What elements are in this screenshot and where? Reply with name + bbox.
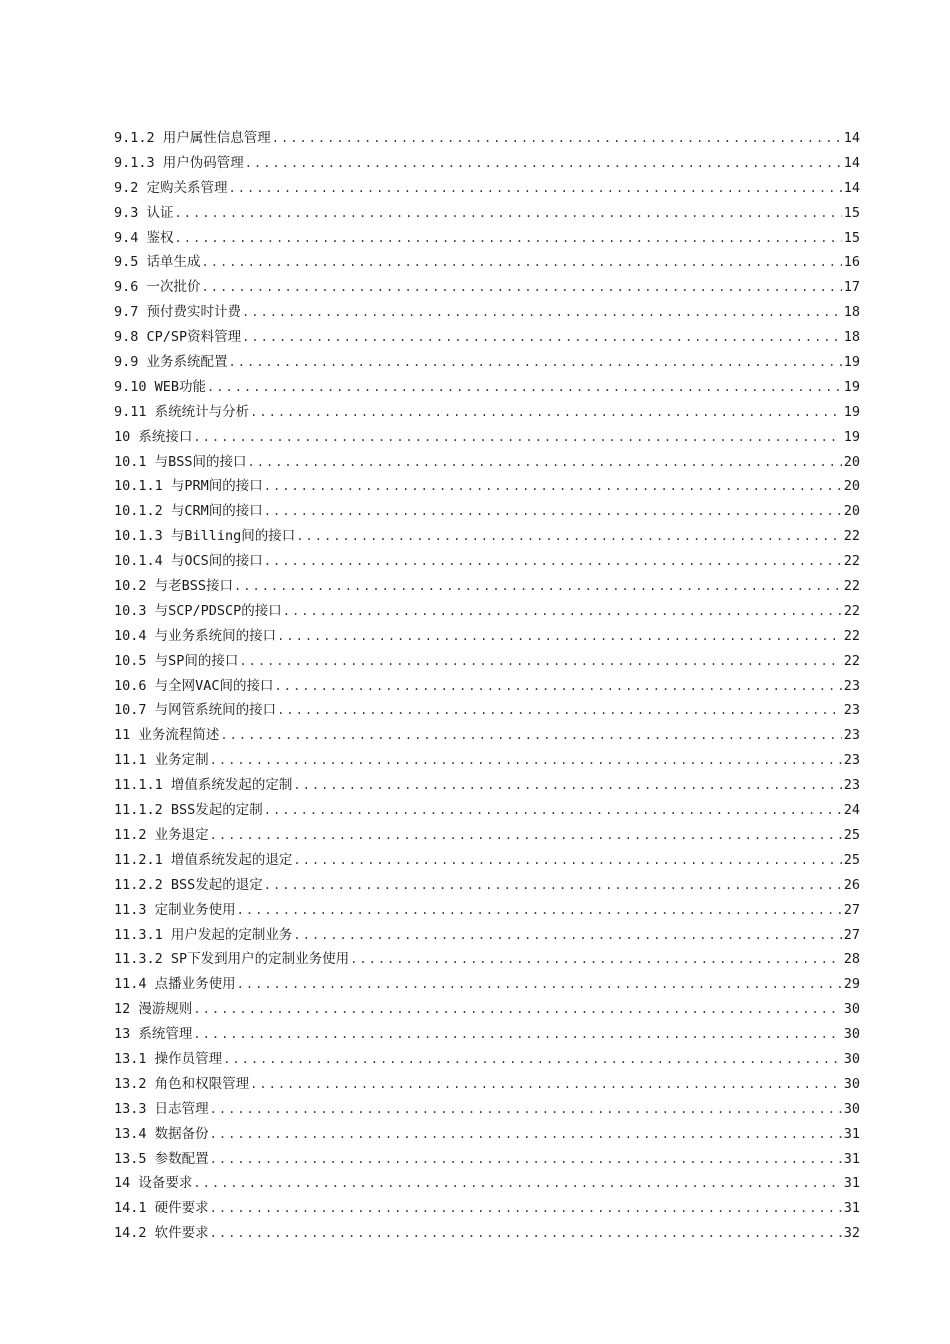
toc-entry[interactable]: [114, 1171, 860, 1196]
toc-entry[interactable]: [114, 1097, 860, 1122]
toc-entry-title[interactable]: 11.4 点播业务使用: [114, 976, 236, 993]
toc-entry-page-number[interactable]: 23: [843, 752, 860, 769]
toc-dot-leader: [207, 380, 842, 394]
toc-entry[interactable]: [114, 873, 860, 898]
toc-entry-page-number[interactable]: 23: [843, 702, 860, 719]
toc-entry-page-number[interactable]: 30: [843, 1100, 860, 1117]
toc-entry-page-number[interactable]: 32: [843, 1225, 860, 1242]
toc-entry-page-number[interactable]: 30: [843, 1001, 860, 1018]
toc-entry[interactable]: [114, 1147, 860, 1172]
toc-entry[interactable]: [114, 798, 860, 823]
toc-entry-page-number[interactable]: 30: [843, 1050, 860, 1067]
toc-entry-title[interactable]: 9.1.2 用户属性信息管理: [114, 130, 271, 146]
toc-entry-title[interactable]: 11 业务流程简述: [114, 727, 220, 744]
toc-entry-title[interactable]: 10.7 与网管系统间的接口: [114, 702, 277, 719]
toc-entry-title[interactable]: 14.1 硬件要求: [114, 1200, 209, 1217]
toc-entry[interactable]: [114, 325, 860, 350]
toc-entry-title[interactable]: 11.1.2 BSS发起的定制: [114, 802, 263, 819]
toc-entry-title[interactable]: 11.1 业务定制: [114, 752, 209, 769]
toc-entry-page-number[interactable]: 20: [843, 453, 860, 470]
toc-entry[interactable]: [114, 275, 860, 300]
toc-entry[interactable]: [114, 674, 860, 699]
toc-entry[interactable]: [114, 649, 860, 674]
toc-dot-leader: [250, 1077, 842, 1091]
toc-dot-leader: [264, 504, 842, 518]
toc-dot-leader: [239, 654, 841, 668]
toc-entry[interactable]: [114, 499, 860, 524]
toc-entry-title[interactable]: 9.3 认证: [114, 204, 174, 221]
toc-entry-title[interactable]: 10.5 与SP间的接口: [114, 652, 239, 669]
toc-dot-leader: [202, 255, 842, 269]
toc-entry[interactable]: [114, 350, 860, 375]
toc-dot-leader: [245, 156, 842, 170]
toc-dot-leader: [175, 206, 842, 220]
toc-entry-page-number[interactable]: 22: [843, 602, 860, 619]
toc-entry-title[interactable]: 14 设备要求: [114, 1175, 193, 1192]
toc-entry[interactable]: [114, 947, 860, 972]
toc-entry-page-number[interactable]: 16: [843, 254, 860, 271]
toc-entry-title[interactable]: 9.7 预付费实时计费: [114, 304, 242, 321]
toc-entry-page-number[interactable]: 23: [843, 727, 860, 744]
toc-entry-title[interactable]: 10.1.2 与CRM间的接口: [114, 503, 263, 520]
toc-entry-title[interactable]: 10.1.1 与PRM间的接口: [114, 478, 263, 495]
toc-entry[interactable]: [114, 848, 860, 873]
toc-entry[interactable]: [114, 599, 860, 624]
toc-entry-page-number[interactable]: 31: [843, 1150, 860, 1167]
toc-dot-leader: [264, 878, 842, 892]
toc-entry-title[interactable]: 11.2.1 增值系统发起的退定: [114, 851, 293, 868]
toc-dot-leader: [237, 903, 842, 917]
toc-dot-leader: [272, 131, 842, 145]
toc-dot-leader: [350, 952, 842, 966]
toc-entry[interactable]: [114, 400, 860, 425]
toc-entry[interactable]: [114, 549, 860, 574]
toc-entry-title[interactable]: 11.2.2 BSS发起的退定: [114, 876, 263, 893]
toc-entry-title[interactable]: 9.1.3 用户伪码管理: [114, 154, 244, 171]
toc-dot-leader: [210, 1102, 842, 1116]
toc-dot-leader: [193, 1027, 841, 1041]
toc-dot-leader: [293, 928, 841, 942]
toc-entry-page-number[interactable]: 27: [843, 901, 860, 918]
toc-entry-title[interactable]: 10.1.4 与OCS间的接口: [114, 553, 263, 570]
toc-entry-page-number[interactable]: 28: [843, 951, 860, 968]
toc-entry[interactable]: [114, 1122, 860, 1147]
toc-entry-title[interactable]: 13.2 角色和权限管理: [114, 1075, 250, 1092]
toc-entry-page-number[interactable]: 22: [843, 528, 860, 545]
toc-entry-page-number[interactable]: 19: [843, 354, 860, 371]
toc-entry-title[interactable]: 13 系统管理: [114, 1026, 193, 1043]
toc-entry-title[interactable]: 9.6 一次批价: [114, 279, 201, 296]
toc-entry[interactable]: [114, 151, 860, 176]
toc-entry[interactable]: [114, 524, 860, 549]
toc-dot-leader: [277, 703, 842, 717]
toc-entry-page-number[interactable]: 25: [843, 851, 860, 868]
toc-entry[interactable]: [114, 176, 860, 201]
toc-entry-page-number[interactable]: 22: [843, 652, 860, 669]
toc-entry[interactable]: [114, 201, 860, 226]
toc-dot-leader: [234, 579, 842, 593]
toc-dot-leader: [193, 1176, 841, 1190]
toc-entry-title[interactable]: 14.2 软件要求: [114, 1225, 209, 1242]
toc-entry-title[interactable]: 13.1 操作员管理: [114, 1050, 223, 1067]
toc-entry[interactable]: [114, 425, 860, 450]
toc-entry-page-number[interactable]: 19: [843, 378, 860, 395]
toc-dot-leader: [220, 728, 841, 742]
toc-entry[interactable]: [114, 1072, 860, 1097]
toc-entry-title[interactable]: 11.3.1 用户发起的定制业务: [114, 926, 293, 943]
toc-entry-page-number[interactable]: 30: [843, 1026, 860, 1043]
toc-dot-leader: [283, 604, 842, 618]
toc-dot-leader: [210, 828, 842, 842]
toc-entry[interactable]: [114, 1047, 860, 1072]
toc-entry[interactable]: [114, 923, 860, 948]
toc-dot-leader: [223, 1052, 842, 1066]
toc-dot-leader: [250, 405, 842, 419]
toc-entry[interactable]: [114, 972, 860, 997]
toc-entry[interactable]: [114, 1221, 860, 1246]
toc-entry-title[interactable]: 9.2 定购关系管理: [114, 179, 228, 196]
toc-dot-leader: [242, 305, 842, 319]
toc-entry-page-number[interactable]: 19: [843, 403, 860, 420]
toc-entry-page-number[interactable]: 17: [843, 279, 860, 296]
toc-dot-leader: [242, 330, 842, 344]
toc-entry-title[interactable]: 9.11 系统统计与分析: [114, 403, 250, 420]
toc-entry-page-number[interactable]: 14: [843, 130, 860, 146]
toc-entry-title[interactable]: 12 漫游规则: [114, 1001, 193, 1018]
toc-dot-leader: [296, 529, 841, 543]
toc-dot-leader: [193, 430, 841, 444]
toc-entry-title[interactable]: 13.3 日志管理: [114, 1100, 209, 1117]
toc-entry[interactable]: [114, 997, 860, 1022]
table-of-contents: [114, 126, 860, 1246]
toc-entry-title[interactable]: 10.2 与老BSS接口: [114, 578, 234, 595]
toc-entry-title[interactable]: 9.10 WEB功能: [114, 378, 207, 395]
toc-entry[interactable]: [114, 1022, 860, 1047]
toc-entry-page-number[interactable]: 15: [843, 204, 860, 221]
toc-entry-title[interactable]: 11.1.1 增值系统发起的定制: [114, 777, 293, 794]
toc-dot-leader: [193, 1002, 841, 1016]
toc-dot-leader: [275, 679, 842, 693]
toc-entry-page-number[interactable]: 25: [843, 826, 860, 843]
toc-entry[interactable]: [114, 574, 860, 599]
toc-dot-leader: [277, 629, 842, 643]
toc-entry-title[interactable]: 10 系统接口: [114, 428, 193, 445]
toc-entry-page-number[interactable]: 18: [843, 304, 860, 321]
toc-entry-title[interactable]: 13.5 参数配置: [114, 1150, 209, 1167]
toc-entry-page-number[interactable]: 30: [843, 1075, 860, 1092]
toc-dot-leader: [175, 231, 842, 245]
toc-dot-leader: [210, 1201, 842, 1215]
toc-entry[interactable]: [114, 375, 860, 400]
toc-entry-page-number[interactable]: 15: [843, 229, 860, 246]
toc-entry-page-number[interactable]: 19: [843, 428, 860, 445]
toc-dot-leader: [264, 479, 842, 493]
toc-entry-title[interactable]: 11.2 业务退定: [114, 826, 209, 843]
toc-entry[interactable]: [114, 1196, 860, 1221]
toc-entry-page-number[interactable]: 26: [843, 876, 860, 893]
toc-entry-page-number[interactable]: 31: [843, 1125, 860, 1142]
toc-entry[interactable]: [114, 126, 860, 151]
toc-entry-page-number[interactable]: 20: [843, 478, 860, 495]
toc-entry[interactable]: [114, 300, 860, 325]
toc-entry-page-number[interactable]: 24: [843, 802, 860, 819]
toc-entry-page-number[interactable]: 22: [843, 627, 860, 644]
toc-entry-page-number[interactable]: 23: [843, 677, 860, 694]
toc-dot-leader: [210, 753, 842, 767]
toc-entry[interactable]: [114, 723, 860, 748]
toc-entry[interactable]: [114, 226, 860, 251]
toc-entry-title[interactable]: 9.8 CP/SP资料管理: [114, 329, 242, 346]
toc-dot-leader: [293, 853, 841, 867]
toc-dot-leader: [210, 1127, 842, 1141]
toc-dot-leader: [210, 1226, 842, 1240]
toc-dot-leader: [229, 355, 842, 369]
toc-entry-title[interactable]: 10.1 与BSS间的接口: [114, 453, 247, 470]
toc-dot-leader: [264, 803, 842, 817]
toc-entry[interactable]: [114, 898, 860, 923]
toc-entry-title[interactable]: 10.3 与SCP/PDSCP的接口: [114, 602, 282, 619]
toc-entry-page-number[interactable]: 23: [843, 777, 860, 794]
toc-entry[interactable]: [114, 748, 860, 773]
toc-entry[interactable]: [114, 474, 860, 499]
toc-entry[interactable]: [114, 773, 860, 798]
toc-dot-leader: [293, 778, 841, 792]
toc-entry-page-number[interactable]: 20: [843, 503, 860, 520]
toc-entry-page-number[interactable]: 31: [843, 1175, 860, 1192]
toc-entry-title[interactable]: 13.4 数据备份: [114, 1125, 209, 1142]
toc-dot-leader: [210, 1152, 842, 1166]
toc-entry[interactable]: [114, 450, 860, 475]
toc-entry-page-number[interactable]: 22: [843, 553, 860, 570]
toc-entry-title[interactable]: 10.1.3 与Billing间的接口: [114, 528, 296, 545]
toc-entry-page-number[interactable]: 14: [843, 154, 860, 171]
toc-dot-leader: [264, 554, 842, 568]
toc-entry-title[interactable]: 11.3 定制业务使用: [114, 901, 236, 918]
toc-entry-title[interactable]: 10.4 与业务系统间的接口: [114, 627, 277, 644]
toc-dot-leader: [237, 977, 842, 991]
toc-entry-page-number[interactable]: 22: [843, 578, 860, 595]
toc-entry-title[interactable]: 9.4 鉴权: [114, 229, 174, 246]
toc-entry-page-number[interactable]: 27: [843, 926, 860, 943]
toc-entry[interactable]: [114, 823, 860, 848]
toc-entry-title[interactable]: 9.9 业务系统配置: [114, 354, 228, 371]
toc-entry-page-number[interactable]: 14: [843, 179, 860, 196]
toc-entry-page-number[interactable]: 29: [843, 976, 860, 993]
toc-entry-title[interactable]: 11.3.2 SP下发到用户的定制业务使用: [114, 951, 350, 968]
toc-entry-page-number[interactable]: 18: [843, 329, 860, 346]
toc-entry-title[interactable]: 10.6 与全网VAC间的接口: [114, 677, 274, 694]
toc-dot-leader: [248, 455, 842, 469]
toc-dot-leader: [229, 181, 842, 195]
toc-entry[interactable]: [114, 250, 860, 275]
toc-entry[interactable]: [114, 698, 860, 723]
toc-entry-title[interactable]: 9.5 话单生成: [114, 254, 201, 271]
toc-entry-page-number[interactable]: 31: [843, 1200, 860, 1217]
toc-dot-leader: [202, 280, 842, 294]
toc-entry[interactable]: [114, 624, 860, 649]
